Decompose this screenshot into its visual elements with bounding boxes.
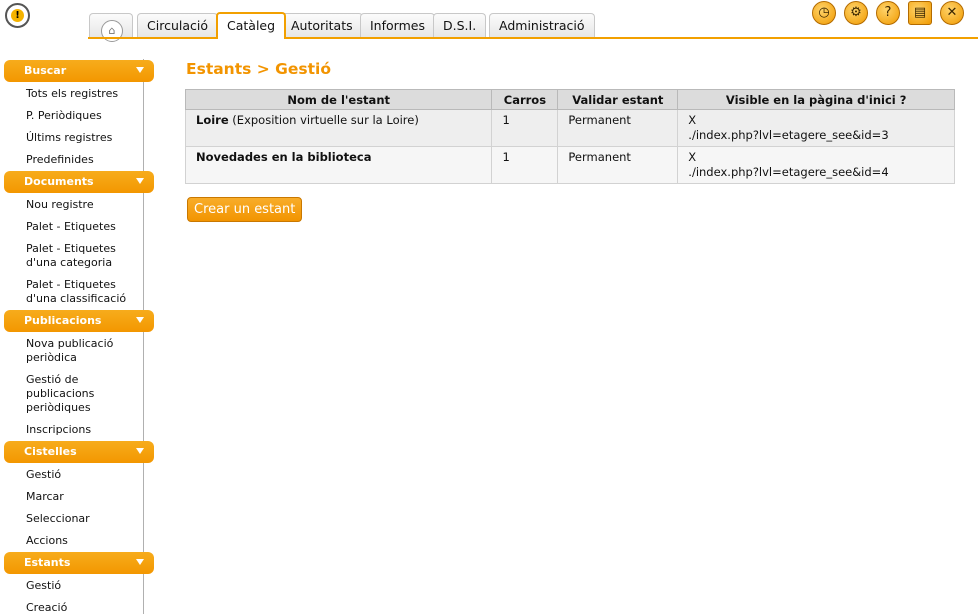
gear-icon[interactable]: ⚙ — [844, 1, 868, 25]
sidebar-item-predefinides[interactable]: Predefinides — [26, 153, 94, 166]
column-header-visible[interactable]: Visible en la pàgina d'inici ? — [678, 90, 955, 110]
chevron-down-icon — [136, 178, 144, 184]
sidebar-item-cistelles-gestio[interactable]: Gestió — [26, 468, 62, 481]
tab-autoritats[interactable]: Autoritats — [281, 13, 363, 38]
sidebar-section-documents[interactable] — [4, 171, 154, 193]
section-title: Publicacions — [24, 314, 102, 327]
carros-cell: 1 — [492, 110, 558, 147]
shelf-name-cell[interactable] — [186, 147, 492, 184]
visible-flag: X — [688, 150, 697, 164]
tab-home[interactable] — [89, 13, 133, 38]
validar-cell: Permanent — [558, 147, 678, 184]
tab-dsi[interactable]: D.S.I. — [433, 13, 486, 38]
shelf-comment: (Exposition virtuelle sur la Loire) — [228, 113, 419, 127]
section-title: Estants — [24, 556, 71, 569]
sidebar-item-periodiques[interactable]: P. Periòdiques — [26, 109, 102, 122]
basket-icon: ⌂ — [101, 20, 123, 42]
chevron-down-icon — [136, 317, 144, 323]
shelf-name[interactable]: Novedades en la biblioteca — [196, 150, 372, 164]
validar-cell: Permanent — [558, 110, 678, 147]
sidebar-item-marcar[interactable]: Marcar — [26, 490, 64, 503]
tab-cataleg[interactable]: Catàleg — [216, 12, 286, 39]
save-icon[interactable]: ▤ — [908, 1, 932, 25]
section-title: Documents — [24, 175, 94, 188]
help-globe-icon[interactable]: ? — [876, 1, 900, 25]
sidebar-item-seleccionar[interactable]: Seleccionar — [26, 512, 90, 525]
sidebar-section-publicacions[interactable] — [4, 310, 154, 332]
create-shelf-button[interactable]: Crear un estant — [187, 197, 302, 222]
tab-administracio[interactable]: Administració — [489, 13, 595, 38]
visible-cell — [678, 147, 955, 184]
section-title: Buscar — [24, 64, 67, 77]
sidebar-section-cistelles[interactable] — [4, 441, 154, 463]
sidebar-section-buscar[interactable] — [4, 60, 154, 82]
clock-icon[interactable]: ◷ — [812, 1, 836, 25]
sidebar-section-estants[interactable] — [4, 552, 154, 574]
sidebar-item-accions[interactable]: Accions — [26, 534, 68, 547]
visible-flag: X — [688, 113, 697, 127]
sidebar-item-gestio-publicacions[interactable]: Gestió de publicacions periòdiques — [26, 373, 95, 414]
table-header-row — [186, 90, 955, 110]
shelf-name-cell[interactable] — [186, 110, 492, 147]
close-icon[interactable]: ✕ — [940, 1, 964, 25]
shelf-url: ./index.php?lvl=etagere_see&id=4 — [688, 165, 889, 179]
sidebar-item-palet-etiquetes-categoria[interactable]: Palet - Etiquetes d'una categoria — [26, 242, 116, 269]
top-bar — [0, 0, 978, 40]
table-row[interactable] — [186, 147, 955, 184]
tab-informes[interactable]: Informes — [360, 13, 435, 38]
section-title: Cistelles — [24, 445, 77, 458]
shelf-name[interactable]: Loire — [196, 113, 229, 127]
sidebar-item-palet-etiquetes[interactable]: Palet - Etiquetes — [26, 220, 116, 233]
chevron-down-icon — [136, 67, 144, 73]
pmb-logo-icon[interactable] — [5, 3, 30, 28]
column-header-nom[interactable]: Nom de l'estant — [186, 90, 492, 110]
sidebar-item-ultims-registres[interactable]: Últims registres — [26, 131, 113, 144]
tab-circulacio[interactable]: Circulació — [137, 13, 218, 38]
shelves-table — [185, 89, 955, 184]
chevron-down-icon — [136, 559, 144, 565]
sidebar-item-inscripcions[interactable]: Inscripcions — [26, 423, 92, 436]
page-title: Estants > Gestió — [186, 60, 331, 78]
chevron-down-icon — [136, 448, 144, 454]
column-header-validar[interactable]: Validar estant — [558, 90, 678, 110]
sidebar-item-tots-els-registres[interactable]: Tots els registres — [26, 87, 119, 100]
sidebar-divider — [143, 59, 144, 614]
logo-mark: ! — [11, 9, 24, 22]
sidebar-item-estants-gestio[interactable]: Gestió — [26, 579, 62, 592]
table-row[interactable] — [186, 110, 955, 147]
sidebar-item-palet-etiquetes-classificacio[interactable]: Palet - Etiquetes d'una classificació — [26, 278, 127, 305]
sidebar-item-nova-publicacio[interactable]: Nova publicació periòdica — [26, 337, 114, 364]
column-header-carros[interactable]: Carros — [492, 90, 558, 110]
sidebar — [0, 59, 156, 614]
carros-cell: 1 — [492, 147, 558, 184]
sidebar-item-estants-creacio[interactable]: Creació — [26, 601, 68, 614]
sidebar-item-nou-registre[interactable]: Nou registre — [26, 198, 94, 211]
visible-cell — [678, 110, 955, 147]
shelf-url: ./index.php?lvl=etagere_see&id=3 — [688, 128, 889, 142]
